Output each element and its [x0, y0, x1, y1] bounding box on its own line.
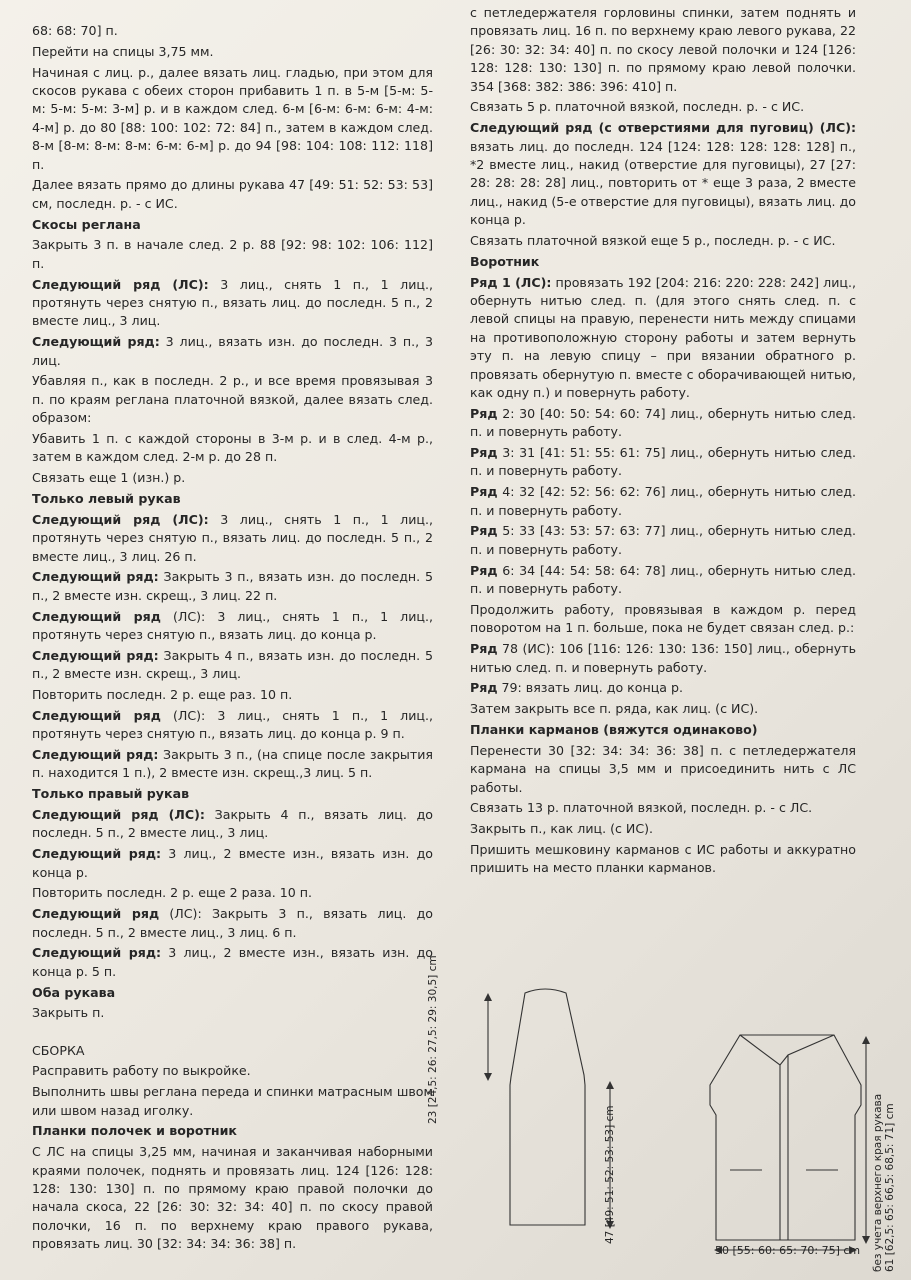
instruction-row: [470, 562, 856, 599]
right-text-column: [470, 4, 856, 880]
row-text: вязать лиц. до последн. 124 [124: 128: 128: 128: 128] п., *2 вместе лиц., накид (отверстие для пуговицы), 27 [27: 28: 28: 28: 28] лиц., повторить от * еще 3 раза, 2 вместе лиц., накид (5-е отверстие для пуговицы), вязать лиц. до конца р.: [470, 138, 856, 228]
row-label: Ряд: [470, 680, 498, 696]
row-label: Следующий ряд:: [32, 846, 162, 862]
paragraph: Расправить работу по выкройке.: [32, 1063, 251, 1079]
paragraph: Убавляя п., как в последн. 2 р., и все время провязывая 3 п. по краям реглана платочной вязкой, далее вязать след. образом:: [32, 373, 433, 426]
row-label: Следующий ряд:: [32, 747, 159, 763]
paragraph: Перенести 30 [32: 34: 34: 36: 38] п. с петледержателя кармана на спицы 3,5 мм и присоединить нить с ЛС работы.: [470, 742, 856, 795]
paragraph: Связать 5 р. платочной вязкой, последн. р. - с ИС.: [470, 99, 805, 115]
sleeve-schematic: [470, 985, 620, 1255]
paragraph: Закрыть п.: [32, 1005, 105, 1021]
row-text: 79: вязать лиц. до конца р.: [497, 680, 684, 696]
instruction-row: [32, 746, 433, 783]
paragraph: Связать платочной вязкой еще 5 р., последн. р. - с ИС.: [470, 233, 836, 249]
paragraph: Убавить 1 п. с каждой стороны в 3-м р. и в след. 4-м р., затем в каждом след. 2-м р. до 28 п.: [32, 431, 433, 465]
row-text: Закрыть 4 п., вязать лиц. до последн. 5 п., 2 вместе лиц., 3 лиц.: [32, 807, 433, 841]
paragraph: СБОРКА: [32, 1042, 85, 1058]
instruction-row: [32, 806, 433, 843]
paragraph: 68: 68: 70] п.: [32, 23, 118, 38]
row-label: Следующий ряд (с отверстиями для пуговиц) (ЛС):: [470, 120, 856, 136]
instruction-row: [32, 608, 433, 645]
row-text: Закрыть 3 п., вязать изн. до последн. 5 п., 2 вместе изн. скрещ., 3 лиц. 22 п.: [32, 569, 433, 603]
instruction-row: [470, 444, 856, 481]
instruction-row: [32, 333, 433, 370]
row-label: Следующий ряд:: [32, 945, 162, 961]
sleeve-outline: [510, 989, 585, 1225]
row-label: Следующий ряд (ЛС):: [32, 276, 209, 292]
row-text: 4: 32 [42: 52: 56: 62: 76] лиц., обернуть нитью след. п. и повернуть работу.: [470, 484, 856, 518]
row-label: Ряд: [470, 641, 498, 657]
instruction-row: [470, 679, 856, 697]
row-label: Ряд: [470, 523, 498, 539]
row-label: Ряд: [470, 562, 498, 578]
paragraph: Повторить последн. 2 р. еще 2 раза. 10 п.: [32, 885, 312, 901]
paragraph: Далее вязать прямо до длины рукава 47 [49: 51: 52: 53: 53] см, последн. р. - с ИС.: [32, 177, 433, 211]
section-heading: Оба рукава: [32, 984, 116, 1000]
row-label: Ряд 1 (ЛС):: [470, 274, 552, 290]
row-text: 3 лиц., 2 вместе изн., вязать изн. до конца р.: [32, 846, 433, 880]
sleeve-top-dimension: 23 [24,5: 26: 27,5: 29: 30,5] cm: [427, 955, 439, 1124]
row-text: провязать 192 [204: 216: 220: 228: 242] лиц., обернуть нитью след. п. (для этого снять след. п. с левой спицы на правую, перенести нить между спицами на противоположную сторону работы и затем вернуть эту п. на левую спицу – при вязании обратного р. провязать обернутую п. вместе с оборачивающей нитью, как одну п.) и повернуть работу.: [470, 274, 856, 401]
row-label: Ряд: [470, 405, 498, 421]
row-text: 5: 33 [43: 53: 57: 63: 77] лиц., обернуть нитью след. п. и повернуть работу.: [470, 523, 856, 557]
body-length-note: без учета верхнего края рукава: [872, 1093, 884, 1272]
row-label: Ряд: [470, 445, 498, 461]
paragraph: с петледержателя горловины спинки, затем поднять и провязать лиц. 16 п. по верхнему краю левого рукава, 22 [26: 30: 32: 34: 40] п. по скосу левой полочки и 124 [126: 128: 128: 130: 130] п. по прямому краю левой полочки. 354 [368: 382: 386: 396: 410] п.: [470, 5, 856, 94]
row-text: (ЛС): 3 лиц., снять 1 п., 1 лиц., протянуть через снятую п., вязать лиц. до конца р. 9 п.: [32, 707, 433, 742]
section-heading: Скосы реглана: [32, 216, 141, 232]
instruction-row: [470, 640, 856, 677]
instruction-row: [32, 707, 433, 744]
paragraph: Перейти на спицы 3,75 мм.: [32, 43, 214, 59]
instruction-row: [32, 905, 433, 942]
instruction-row: [32, 276, 433, 331]
row-label: Следующий ряд:: [32, 647, 159, 663]
instruction-row: [470, 522, 856, 559]
paragraph: Выполнить швы реглана переда и спинки матрасным швом или швом назад иголку.: [32, 1084, 433, 1118]
row-label: Следующий ряд:: [32, 334, 160, 350]
instruction-row: [470, 274, 856, 403]
row-text: 3: 31 [41: 51: 55: 61: 75] лиц., обернуть нитью след. п. и повернуть работу.: [470, 445, 856, 479]
row-label: Следующий ряд (ЛС):: [32, 807, 205, 823]
section-heading: Планки карманов (вяжутся одинаково): [470, 721, 758, 737]
row-text: 3 лиц., снять 1 п., 1 лиц., протянуть через снятую п., вязать лиц. до последн. 5 п., 2 вместе лиц., 3 лиц.: [32, 276, 433, 329]
row-text: (ЛС): Закрыть 3 п., вязать лиц. до последн. 5 п., 2 вместе лиц., 3 лиц. 6 п.: [32, 906, 433, 940]
paragraph: Связать еще 1 (изн.) р.: [32, 470, 186, 486]
row-text: 2: 30 [40: 50: 54: 60: 74] лиц., обернуть нитью след. п. и повернуть работу.: [470, 405, 856, 440]
row-text: 3 лиц., снять 1 п., 1 лиц., протянуть через снятую п., вязать лиц. до последн. 5 п., 2 вместе лиц., 3 лиц. 26 п.: [32, 511, 433, 564]
row-text: 3 лиц., 2 вместе изн., вязать изн. до конца р. 5 п.: [32, 945, 433, 979]
row-label: Следующий ряд: [32, 707, 161, 723]
instruction-row: [32, 511, 433, 566]
paragraph: Повторить последн. 2 р. еще раз. 10 п.: [32, 687, 293, 703]
body-width-dimension: 50 [55: 60: 65: 70: 75] cm: [715, 1244, 861, 1257]
body-outline: [710, 1035, 861, 1240]
row-text: 78 (ИС): 106 [116: 126: 130: 136: 150] лиц., обернуть нитью след. п. и повернуть работу.: [470, 641, 856, 675]
neckline: [740, 1035, 834, 1065]
section-heading: Только правый рукав: [32, 786, 190, 802]
section-heading: Планки полочек и воротник: [32, 1123, 237, 1139]
row-text: Закрыть 4 п., вязать изн. до последн. 5 п., 2 вместе изн. скрещ., 3 лиц.: [32, 647, 433, 682]
row-text: (ЛС): 3 лиц., снять 1 п., 1 лиц., протянуть через снятую п., вязать лиц. до конца р.: [32, 608, 433, 643]
paragraph: Затем закрыть все п. ряда, как лиц. (с ИС).: [470, 701, 759, 717]
instruction-row: [32, 568, 433, 605]
instruction-row: [470, 483, 856, 520]
body-length-dimension: 61 [62,5: 65: 66,5: 68,5: 71] cm: [884, 1103, 896, 1272]
instruction-row: [32, 647, 433, 684]
left-text-column: [32, 22, 433, 1256]
instruction-row: [470, 119, 856, 229]
paragraph: С ЛС на спицы 3,25 мм, начиная и заканчивая наборными краями полочек, поднять и провязать лиц. 124 [126: 128: 128: 130: 130] п. по прямому краю правой полочки до начала скоса, 22 [26: 30: 32: 34: 40] п. по скосу правой полочки, 16 п. по верхнему краю правого рукава, провязать лиц. 30 [32: 34: 34: 36: 38] п.: [32, 1144, 433, 1252]
section-heading: Только левый рукав: [32, 491, 181, 507]
instruction-row: [32, 845, 433, 882]
paragraph: Начиная с лиц. р., далее вязать лиц. гладью, при этом для скосов рукава с обеих сторон прибавить 1 п. в 5-м [5-м: 5-м: 5-м: 5-м: 3-м] р. и в каждом след. 6-м [6-м: 6-м: 6-м: 4-м: 4-м] р. до 80 [88: 100: 102: 72: 84] п., затем в каждом след. 8-м [8-м: 8-м: 8-м: 6-м: 6-м] р. до 94 [98: 104: 108: 112: 118] п.: [32, 64, 433, 172]
paragraph: Закрыть п., как лиц. (с ИС).: [470, 821, 654, 837]
instruction-row: [32, 944, 433, 981]
row-text: Закрыть 3 п., (на спице после закрытия п. находится 1 п.), 2 вместе изн. скрещ.,3 лиц. 5 п.: [32, 747, 433, 781]
spacer: [32, 1025, 433, 1039]
sleeve-length-dimension: 47 [49: 51: 52: 53: 53] cm: [604, 1105, 616, 1244]
row-label: Следующий ряд: [32, 906, 160, 922]
row-text: 6: 34 [44: 54: 58: 64: 78] лиц., обернуть нитью след. п. и повернуть работу.: [470, 562, 856, 597]
row-label: Следующий ряд: [32, 608, 161, 624]
paragraph: Закрыть 3 п. в начале след. 2 р. 88 [92: 98: 102: 106: 112] п.: [32, 237, 433, 271]
row-label: Следующий ряд:: [32, 569, 159, 585]
paragraph: Связать 13 р. платочной вязкой, последн. р. - с ЛС.: [470, 800, 813, 816]
paragraph: Пришить мешковину карманов с ИС работы и аккуратно пришить на место планки карманов.: [470, 841, 856, 876]
section-heading: Воротник: [470, 253, 540, 269]
row-text: 3 лиц., вязать изн. до последн. 3 п., 3 лиц.: [32, 334, 433, 368]
instruction-row: [470, 405, 856, 442]
row-label: Следующий ряд (ЛС):: [32, 511, 209, 527]
paragraph: Продолжить работу, провязывая в каждом р. перед поворотом на 1 п. больше, пока не будет связан след. р.:: [470, 601, 856, 636]
row-label: Ряд: [470, 484, 498, 500]
